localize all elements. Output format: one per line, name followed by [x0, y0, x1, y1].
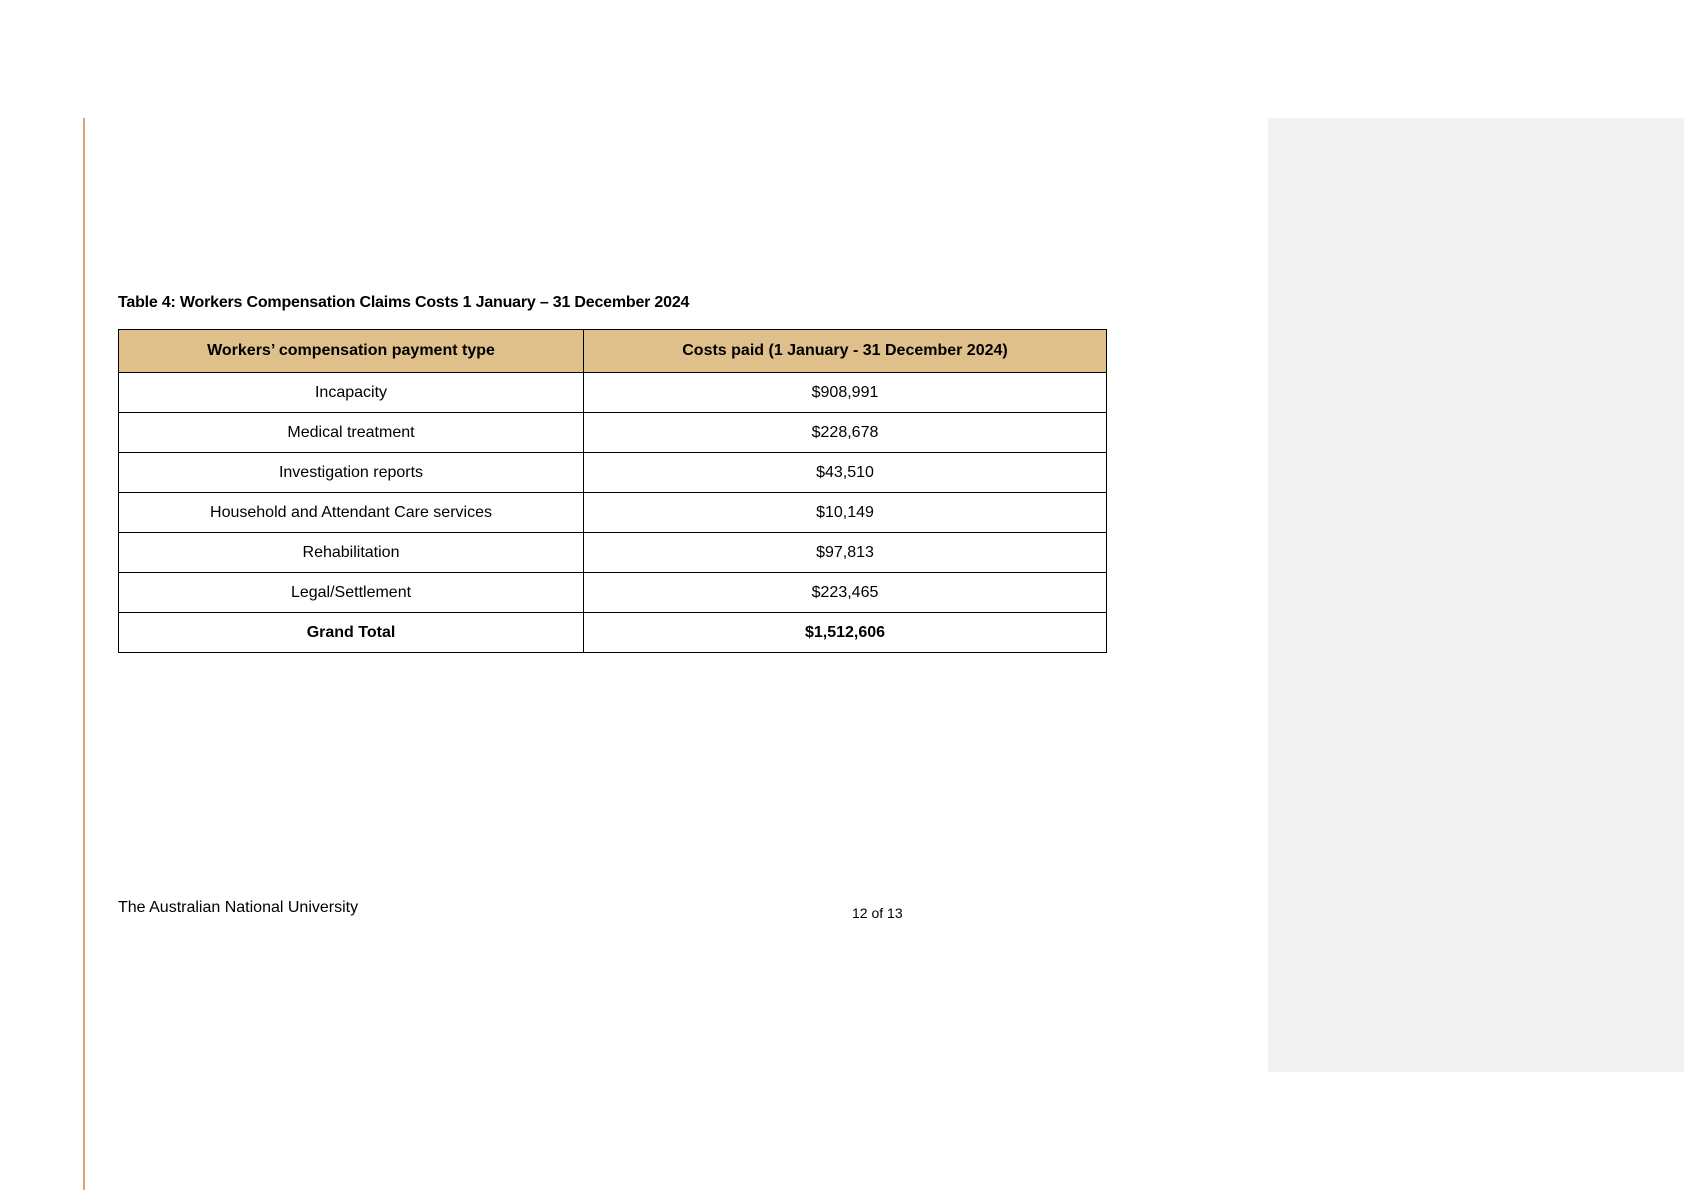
payment-type-cell: Household and Attendant Care services [119, 493, 584, 533]
table-row [119, 533, 1107, 573]
grand-total-value: $1,512,606 [584, 613, 1107, 653]
cost-cell: $223,465 [584, 573, 1107, 613]
claims-costs-table [118, 329, 1107, 653]
table-row [119, 493, 1107, 533]
comment-pane [1268, 118, 1684, 1072]
payment-type-cell: Incapacity [119, 373, 584, 413]
cost-cell: $43,510 [584, 453, 1107, 493]
payment-type-cell: Investigation reports [119, 453, 584, 493]
grand-total-label: Grand Total [119, 613, 584, 653]
cost-cell: $97,813 [584, 533, 1107, 573]
payment-type-cell: Rehabilitation [119, 533, 584, 573]
cost-cell: $908,991 [584, 373, 1107, 413]
page-number: 12 of 13 [852, 905, 903, 921]
payment-type-cell: Legal/Settlement [119, 573, 584, 613]
footer-organisation: The Australian National University [118, 899, 359, 916]
header-costs-paid: Costs paid (1 January - 31 December 2024) [584, 330, 1107, 373]
margin-rule [83, 118, 85, 1190]
table-caption: Table 4: Workers Compensation Claims Costs 1 January – 31 December 2024 [118, 294, 690, 311]
cost-cell: $10,149 [584, 493, 1107, 533]
grand-total-row [119, 613, 1107, 653]
cost-cell: $228,678 [584, 413, 1107, 453]
table-row [119, 453, 1107, 493]
table-header-row [119, 330, 1107, 373]
table-row [119, 413, 1107, 453]
header-payment-type: Workers’ compensation payment type [119, 330, 584, 373]
table-row [119, 373, 1107, 413]
table-row [119, 573, 1107, 613]
payment-type-cell: Medical treatment [119, 413, 584, 453]
